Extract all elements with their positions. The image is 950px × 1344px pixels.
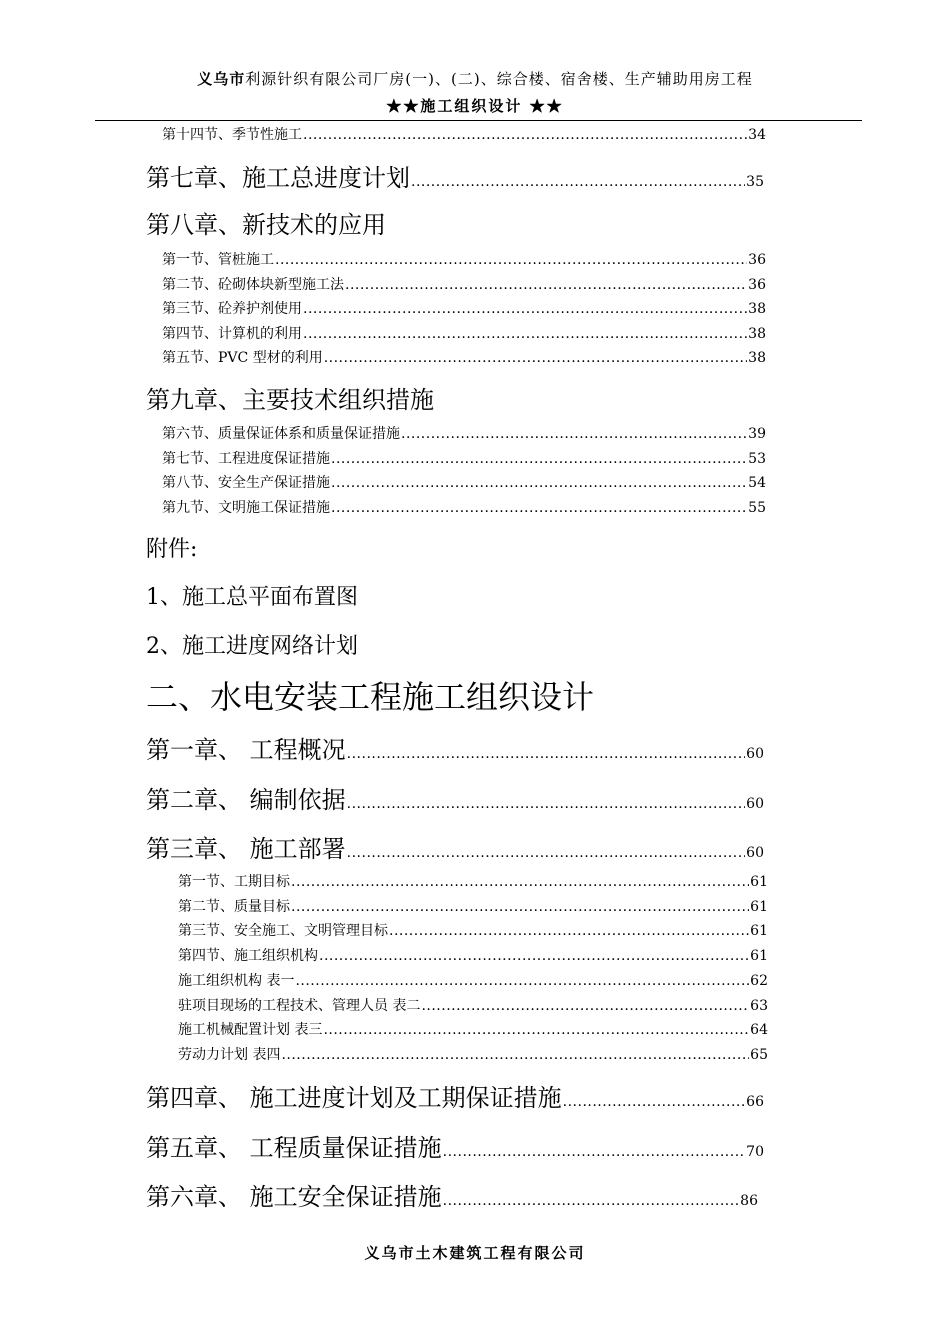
header-title-bold: 义乌市 bbox=[197, 70, 246, 88]
toc-entry-label: 第十四节、季节性施工 bbox=[162, 127, 302, 143]
toc-entry-label: 第二节、砼砌体块新型施工法 bbox=[162, 277, 344, 293]
toc-leader bbox=[443, 1144, 746, 1160]
toc-chapter bbox=[146, 1128, 764, 1163]
toc-chapter-page: 60 bbox=[746, 796, 764, 812]
toc-entry-label: 第七节、工程进度保证措施 bbox=[162, 451, 330, 467]
toc-entry-page: 55 bbox=[748, 500, 766, 516]
toc-chapter bbox=[146, 1177, 758, 1212]
toc-entry bbox=[162, 448, 766, 468]
toc-chapter bbox=[146, 730, 764, 765]
toc-entry-label: 第六节、质量保证体系和质量保证措施 bbox=[162, 426, 400, 442]
toc-leader bbox=[347, 746, 746, 762]
toc-entry-label: 劳动力计划 表四 bbox=[178, 1047, 281, 1063]
toc-entry-page: 38 bbox=[748, 350, 766, 366]
toc-leader bbox=[281, 1047, 749, 1063]
toc-leader bbox=[324, 350, 747, 366]
toc-entry-page: 61 bbox=[750, 948, 768, 964]
toc-chapter-page: 60 bbox=[746, 746, 764, 762]
toc-entry-page: 61 bbox=[750, 923, 768, 939]
toc-entry-label: 第二节、质量目标 bbox=[178, 899, 290, 915]
toc-entry-label: 第三节、安全施工、文明管理目标 bbox=[178, 923, 388, 939]
toc-entry bbox=[162, 274, 766, 294]
toc-leader bbox=[401, 426, 747, 442]
toc-leader bbox=[291, 874, 749, 890]
toc-leader bbox=[303, 326, 747, 342]
toc-chapter bbox=[146, 158, 764, 193]
toc-leader bbox=[319, 948, 749, 964]
toc-chapter-label: 第三章、 施工部署 bbox=[146, 835, 346, 863]
toc-chapter bbox=[146, 1078, 764, 1113]
toc-leader bbox=[347, 845, 746, 861]
toc-entry-label: 第九节、文明施工保证措施 bbox=[162, 500, 330, 516]
toc-chapter-heading: 第九章、主要技术组织措施 bbox=[146, 386, 434, 414]
toc-entry bbox=[178, 970, 768, 990]
toc-leader bbox=[563, 1094, 746, 1110]
toc-chapter-heading: 第八章、新技术的应用 bbox=[146, 211, 386, 239]
toc-entry-page: 34 bbox=[748, 127, 766, 143]
toc-chapter-label: 第一章、 工程概况 bbox=[146, 736, 346, 764]
toc-entry-page: 65 bbox=[750, 1047, 768, 1063]
toc-entry bbox=[162, 472, 766, 492]
toc-entry-page: 38 bbox=[748, 326, 766, 342]
toc-leader bbox=[347, 796, 746, 812]
toc-entry-page: 36 bbox=[748, 252, 766, 268]
toc-entry bbox=[162, 323, 766, 343]
toc-chapter-page: 70 bbox=[746, 1144, 764, 1160]
header-title-rest: 利源针织有限公司厂房(一)、(二)、综合楼、宿舍楼、生产辅助用房工程 bbox=[245, 70, 753, 88]
toc-chapter-label: 第二章、 编制依据 bbox=[146, 786, 346, 814]
toc-entry-label: 第四节、计算机的利用 bbox=[162, 326, 302, 342]
toc-entry-page: 54 bbox=[748, 475, 766, 491]
toc-leader bbox=[323, 1022, 749, 1038]
toc-entry bbox=[178, 896, 768, 916]
toc-entry-page: 62 bbox=[750, 973, 768, 989]
toc-leader bbox=[295, 973, 749, 989]
toc-entry bbox=[162, 249, 766, 269]
toc-entry bbox=[178, 871, 768, 891]
page-footer: 义乌市土木建筑工程有限公司 bbox=[364, 1244, 586, 1262]
toc-entry-label: 施工机械配置计划 表三 bbox=[178, 1022, 323, 1038]
toc-entry bbox=[162, 124, 766, 144]
toc-chapter-page: 60 bbox=[746, 845, 764, 861]
toc-leader bbox=[421, 998, 749, 1014]
toc-chapter bbox=[146, 829, 764, 864]
toc-chapter-page: 66 bbox=[746, 1094, 764, 1110]
toc-entry-page: 39 bbox=[748, 426, 766, 442]
toc-entry-label: 施工组织机构 表一 bbox=[178, 973, 295, 989]
appendix-item: 1、施工总平面布置图 bbox=[146, 585, 358, 610]
toc-leader bbox=[291, 899, 749, 915]
toc-leader bbox=[303, 127, 747, 143]
toc-entry-label: 第一节、工期目标 bbox=[178, 874, 290, 890]
toc-chapter-label: 第四章、 施工进度计划及工期保证措施 bbox=[146, 1084, 562, 1112]
appendix-title: 附件: bbox=[146, 537, 198, 562]
appendix-item: 2、施工进度网络计划 bbox=[146, 634, 358, 659]
toc-entry bbox=[178, 995, 768, 1015]
toc-leader bbox=[345, 277, 747, 293]
toc-chapter bbox=[146, 780, 764, 815]
toc-leader bbox=[331, 475, 747, 491]
toc-entry bbox=[162, 497, 766, 517]
toc-entry-page: 38 bbox=[748, 301, 766, 317]
toc-entry-page: 64 bbox=[750, 1022, 768, 1038]
header-subtitle: ★★施工组织设计 ★★ bbox=[386, 97, 564, 115]
toc-entry bbox=[178, 945, 768, 965]
toc-leader bbox=[275, 252, 747, 268]
toc-leader bbox=[303, 301, 747, 317]
toc-entry bbox=[162, 423, 766, 443]
toc-entry-page: 63 bbox=[750, 998, 768, 1014]
toc-entry-page: 53 bbox=[748, 451, 766, 467]
toc-entry-page: 61 bbox=[750, 874, 768, 890]
toc-entry bbox=[162, 347, 766, 367]
toc-leader bbox=[331, 451, 747, 467]
toc-entry-label: 第三节、砼养护剂使用 bbox=[162, 301, 302, 317]
toc-entry bbox=[162, 298, 766, 318]
toc-chapter-label: 第六章、 施工安全保证措施 bbox=[146, 1183, 442, 1211]
toc-entry bbox=[178, 920, 768, 940]
toc-leader bbox=[443, 1193, 740, 1209]
toc-leader bbox=[331, 500, 747, 516]
toc-chapter-label: 第五章、 工程质量保证措施 bbox=[146, 1134, 442, 1162]
toc-chapter-label: 第七章、施工总进度计划 bbox=[146, 164, 410, 192]
toc-chapter-page: 35 bbox=[746, 174, 764, 190]
toc-entry bbox=[178, 1044, 768, 1064]
toc-entry bbox=[178, 1019, 768, 1039]
toc-entry-label: 驻项目现场的工程技术、管理人员 表二 bbox=[178, 998, 421, 1014]
toc-entry-page: 36 bbox=[748, 277, 766, 293]
toc-entry-label: 第一节、管桩施工 bbox=[162, 252, 274, 268]
toc-leader bbox=[389, 923, 749, 939]
toc-chapter-page: 86 bbox=[740, 1193, 758, 1209]
toc-entry-label: 第五节、PVC 型材的利用 bbox=[162, 350, 323, 366]
part-title: 二、水电安装工程施工组织设计 bbox=[146, 678, 595, 716]
toc-entry-label: 第四节、施工组织机构 bbox=[178, 948, 318, 964]
toc-entry-page: 61 bbox=[750, 899, 768, 915]
toc-leader bbox=[411, 174, 745, 190]
toc-entry-label: 第八节、安全生产保证措施 bbox=[162, 475, 330, 491]
